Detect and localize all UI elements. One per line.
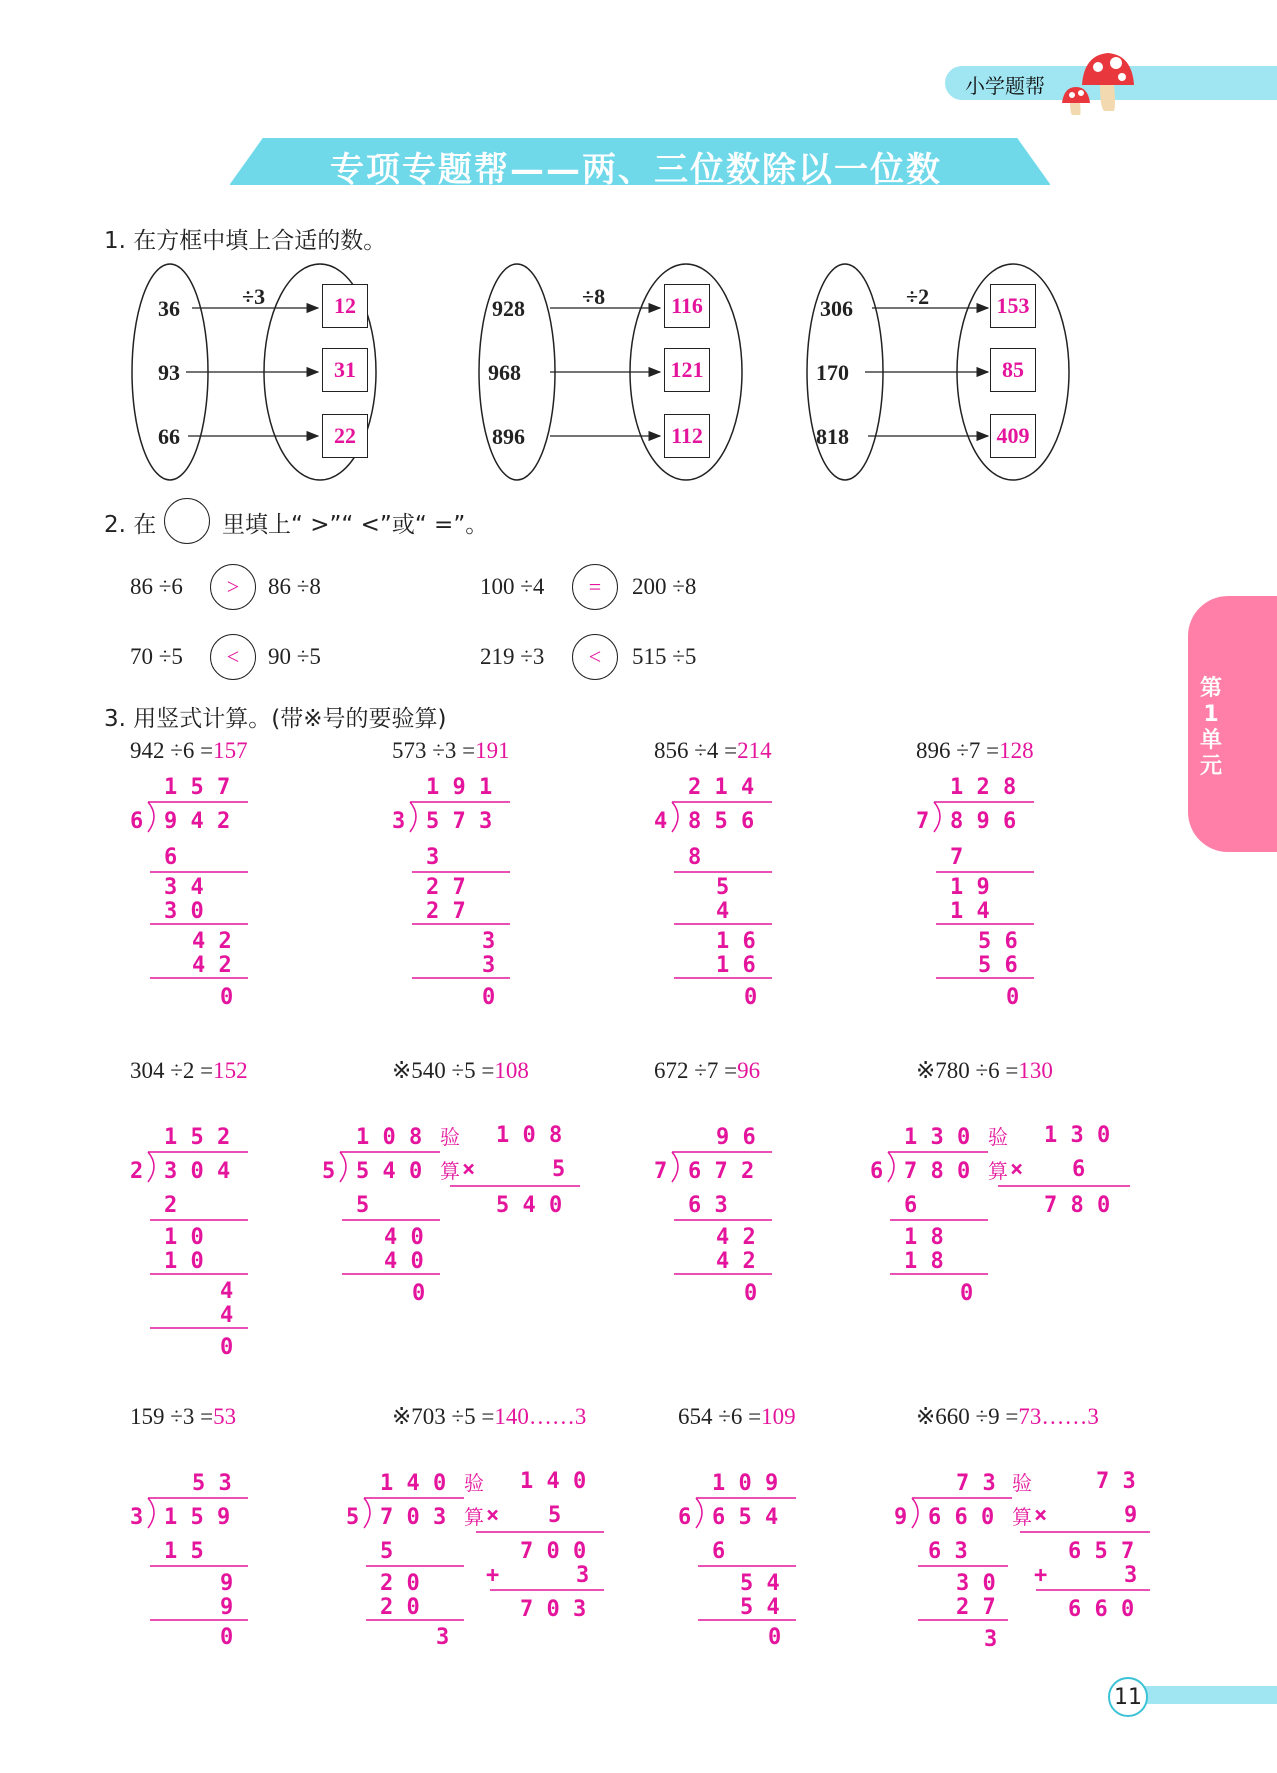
page-number-bar [1140,1686,1277,1704]
svg-text:0: 0 [220,1335,234,1360]
q3-problem: ※540 ÷5 =108 [392,1058,529,1083]
svg-text:5: 5 [716,875,730,900]
svg-text:5: 5 [346,1505,360,1530]
q1-input: 896 [492,424,525,449]
division-540-by-5 [322,1123,565,1306]
division-703-by-5 [346,1469,589,1650]
svg-text:9: 9 [1124,1503,1138,1528]
svg-text:3: 3 [576,1563,590,1588]
svg-text:4: 4 [654,809,668,834]
svg-text:×: × [486,1503,500,1528]
svg-text:4 2: 4 2 [192,929,232,954]
svg-text:8 9 6: 8 9 6 [950,809,1017,834]
q1-input: 968 [488,360,521,385]
svg-text:1 8: 1 8 [904,1225,944,1250]
svg-text:4: 4 [220,1303,234,1328]
q2-left: 86 ÷6 [130,574,183,599]
svg-text:2 0: 2 0 [380,1595,420,1620]
svg-text:5 4 0: 5 4 0 [356,1159,423,1184]
unit-tab-label: 第1单元 [1199,676,1222,779]
division-660-by-9 [894,1469,1137,1652]
brand-text: 小学题帮 [965,74,1045,98]
svg-text:0: 0 [220,1625,234,1650]
svg-text:×: × [1010,1157,1024,1182]
q2-right: 200 ÷8 [632,574,697,599]
svg-text:1 4 0: 1 4 0 [380,1471,447,1496]
q1-answer-box[interactable]: 31 [322,348,368,392]
svg-text:2 7: 2 7 [426,899,466,924]
svg-text:4 2: 4 2 [716,1225,756,1250]
svg-text:2 7: 2 7 [426,875,466,900]
svg-text:+: + [1034,1563,1048,1588]
svg-text:1 3 0: 1 3 0 [1044,1123,1111,1148]
svg-text:7: 7 [654,1159,668,1184]
division-304-by-2 [130,1125,233,1360]
q1-answer-box[interactable]: 153 [990,284,1036,328]
q1-input: 66 [158,424,180,449]
svg-text:3 0: 3 0 [164,899,204,924]
division-896-by-7 [916,775,1019,1010]
svg-text:8: 8 [688,845,702,870]
q2-right: 86 ÷8 [268,574,321,599]
q2-compare-circle[interactable]: = [572,564,618,610]
svg-text:验: 验 [1012,1471,1032,1495]
q1-input: 928 [492,296,525,321]
q1-mapping-diagram [120,262,1120,482]
svg-text:1 3 0: 1 3 0 [904,1125,971,1150]
division-780-by-6 [870,1123,1110,1306]
q1-answer-box[interactable]: 85 [990,348,1036,392]
q3-problem: ※703 ÷5 =140……3 [392,1404,587,1429]
svg-text:6 7 2: 6 7 2 [688,1159,755,1184]
svg-text:9: 9 [220,1571,234,1596]
svg-text:4 2: 4 2 [192,953,232,978]
q2-right: 515 ÷5 [632,644,697,669]
q1-input: 36 [158,296,180,321]
q1-answer-box[interactable]: 121 [664,348,710,392]
division-573-by-3 [392,775,495,1010]
svg-text:1 6: 1 6 [716,929,756,954]
q1-answer-box[interactable]: 116 [664,284,710,328]
svg-text:7 3: 7 3 [956,1471,996,1496]
svg-text:0: 0 [482,985,496,1010]
svg-text:1 0 9: 1 0 9 [712,1471,779,1496]
svg-text:5 4: 5 4 [740,1595,780,1620]
svg-text:2 7: 2 7 [956,1595,996,1620]
svg-text:6 5 7: 6 5 7 [1068,1539,1135,1564]
q3-problem: ※660 ÷9 =73……3 [916,1404,1099,1429]
svg-text:5 7 3: 5 7 3 [426,809,493,834]
svg-text:1 0 8: 1 0 8 [356,1125,423,1150]
q2-left: 100 ÷4 [480,574,545,599]
q3-problem: ※780 ÷6 =130 [916,1058,1053,1083]
svg-text:4: 4 [220,1279,234,1304]
svg-text:3: 3 [426,845,440,870]
svg-text:算: 算 [464,1505,484,1529]
svg-text:2 0: 2 0 [380,1571,420,1596]
svg-text:+: + [486,1563,500,1588]
svg-text:4 2: 4 2 [716,1249,756,1274]
q3-problem: 856 ÷4 =214 [654,738,772,763]
division-856-by-4 [654,775,757,1010]
svg-text:5: 5 [548,1503,562,1528]
svg-text:5: 5 [380,1539,394,1564]
svg-text:3: 3 [436,1625,450,1650]
q1-input: 306 [820,296,853,321]
q1-op-3: ÷2 [906,284,930,309]
svg-text:6 6 0: 6 6 0 [928,1505,995,1530]
q2-prompt-b: 里填上“ >”“ <”或“ =”。 [222,512,489,538]
svg-text:1 9: 1 9 [950,875,990,900]
q1-input: 93 [158,360,180,385]
svg-text:7 8 0: 7 8 0 [1044,1193,1111,1218]
svg-text:1 0: 1 0 [164,1249,204,1274]
svg-text:1 0 8: 1 0 8 [496,1123,563,1148]
svg-text:6: 6 [904,1193,918,1218]
svg-text:6: 6 [130,809,144,834]
svg-text:7 3: 7 3 [1096,1469,1136,1494]
svg-text:6: 6 [870,1159,884,1184]
svg-text:7 8 0: 7 8 0 [904,1159,971,1184]
svg-text:5 6: 5 6 [978,953,1018,978]
q1-op-2: ÷8 [582,284,606,309]
q1-answer-box[interactable]: 12 [322,284,368,328]
svg-text:6: 6 [678,1505,692,1530]
svg-text:算: 算 [1012,1505,1032,1529]
svg-text:3 4: 3 4 [164,875,204,900]
svg-text:0: 0 [960,1281,974,1306]
svg-text:0: 0 [768,1625,782,1650]
svg-text:4 0: 4 0 [384,1249,424,1274]
svg-text:0: 0 [744,985,758,1010]
svg-text:3: 3 [984,1627,998,1652]
svg-text:3 0 4: 3 0 4 [164,1159,231,1184]
svg-text:验: 验 [464,1471,484,1495]
svg-text:2: 2 [164,1193,178,1218]
q1-input: 818 [816,424,849,449]
svg-text:7 0 3: 7 0 3 [520,1597,587,1622]
svg-text:7 0 0: 7 0 0 [520,1539,587,1564]
svg-text:5 6: 5 6 [978,929,1018,954]
svg-text:1 0: 1 0 [164,1225,204,1250]
svg-text:1 6: 1 6 [716,953,756,978]
svg-text:6: 6 [1072,1157,1086,1182]
svg-text:3: 3 [482,929,496,954]
svg-text:验: 验 [440,1125,460,1149]
svg-text:5: 5 [322,1159,336,1184]
svg-text:3: 3 [392,809,406,834]
svg-text:6 6 0: 6 6 0 [1068,1597,1135,1622]
svg-text:6 5 4: 6 5 4 [712,1505,779,1530]
page-number: 11 [1108,1677,1148,1717]
svg-text:3: 3 [130,1505,144,1530]
svg-text:7 0 3: 7 0 3 [380,1505,447,1530]
q2-compare-circle[interactable]: < [572,634,618,680]
q1-answer-box[interactable]: 112 [664,414,710,458]
q1-answer-box[interactable]: 22 [322,414,368,458]
svg-text:3: 3 [1124,1563,1138,1588]
svg-text:1 5: 1 5 [164,1539,204,1564]
q2-right: 90 ÷5 [268,644,321,669]
svg-text:1 4: 1 4 [950,899,990,924]
svg-text:7: 7 [950,845,964,870]
svg-text:2 1 4: 2 1 4 [688,775,755,800]
svg-text:×: × [1034,1503,1048,1528]
svg-text:5 3: 5 3 [192,1471,232,1496]
svg-text:4: 4 [716,899,730,924]
svg-text:1 5 9: 1 5 9 [164,1505,231,1530]
svg-text:0: 0 [744,1281,758,1306]
q3-problem: 654 ÷6 =109 [678,1404,796,1429]
svg-text:2: 2 [130,1159,144,1184]
q3-problem: 159 ÷3 =53 [130,1404,237,1429]
svg-text:5: 5 [552,1157,566,1182]
q1-op-1: ÷3 [242,284,266,309]
svg-text:6 3: 6 3 [928,1539,968,1564]
svg-text:9: 9 [894,1505,908,1530]
svg-text:0: 0 [1006,985,1020,1010]
svg-text:3 0: 3 0 [956,1571,996,1596]
q2-compare-circle[interactable]: > [210,564,256,610]
svg-text:6: 6 [164,845,178,870]
q2-left: 219 ÷3 [480,644,545,669]
svg-text:×: × [462,1157,476,1182]
page-title: 专项专题帮——两、三位数除以一位数 [330,150,942,190]
q1-prompt: 1. 在方框中填上合适的数。 [104,228,387,254]
division-942-by-6 [130,775,233,1010]
svg-text:5: 5 [356,1193,370,1218]
svg-text:6 3: 6 3 [688,1193,728,1218]
svg-text:验: 验 [988,1125,1008,1149]
q3-problem: 304 ÷2 =152 [130,1058,248,1083]
svg-text:3: 3 [482,953,496,978]
q3-problem: 896 ÷7 =128 [916,738,1034,763]
q3-problem: 672 ÷7 =96 [654,1058,761,1083]
svg-text:1 9 1: 1 9 1 [426,775,493,800]
svg-text:7: 7 [916,809,930,834]
svg-text:8 5 6: 8 5 6 [688,809,755,834]
svg-text:5 4: 5 4 [740,1571,780,1596]
svg-text:4 0: 4 0 [384,1225,424,1250]
svg-text:0: 0 [220,985,234,1010]
q3-problem: 573 ÷3 =191 [392,738,510,763]
svg-text:9 4 2: 9 4 2 [164,809,231,834]
svg-text:6: 6 [712,1539,726,1564]
long-division-work [0,760,1277,1660]
q2-compare-circle[interactable]: < [210,634,256,680]
q3-problem: 942 ÷6 =157 [130,738,248,763]
svg-text:1 4 0: 1 4 0 [520,1469,587,1494]
svg-text:1 2 8: 1 2 8 [950,775,1017,800]
q1-answer-box[interactable]: 409 [990,414,1036,458]
svg-text:算: 算 [988,1159,1008,1183]
svg-text:5 4 0: 5 4 0 [496,1193,563,1218]
q1-input: 170 [816,360,849,385]
q2-left: 70 ÷5 [130,644,183,669]
svg-text:1 5 2: 1 5 2 [164,1125,231,1150]
q2-prompt-a: 2. 在 [104,512,157,538]
svg-text:9 6: 9 6 [716,1125,756,1150]
q2-example-circle [164,498,210,544]
q3-prompt: 3. 用竖式计算。(带※号的要验算) [104,706,447,732]
svg-text:0: 0 [412,1281,426,1306]
svg-text:1 8: 1 8 [904,1249,944,1274]
svg-text:算: 算 [440,1159,460,1183]
mushroom-icon [1060,45,1150,115]
svg-text:9: 9 [220,1595,234,1620]
svg-text:1 5 7: 1 5 7 [164,775,231,800]
